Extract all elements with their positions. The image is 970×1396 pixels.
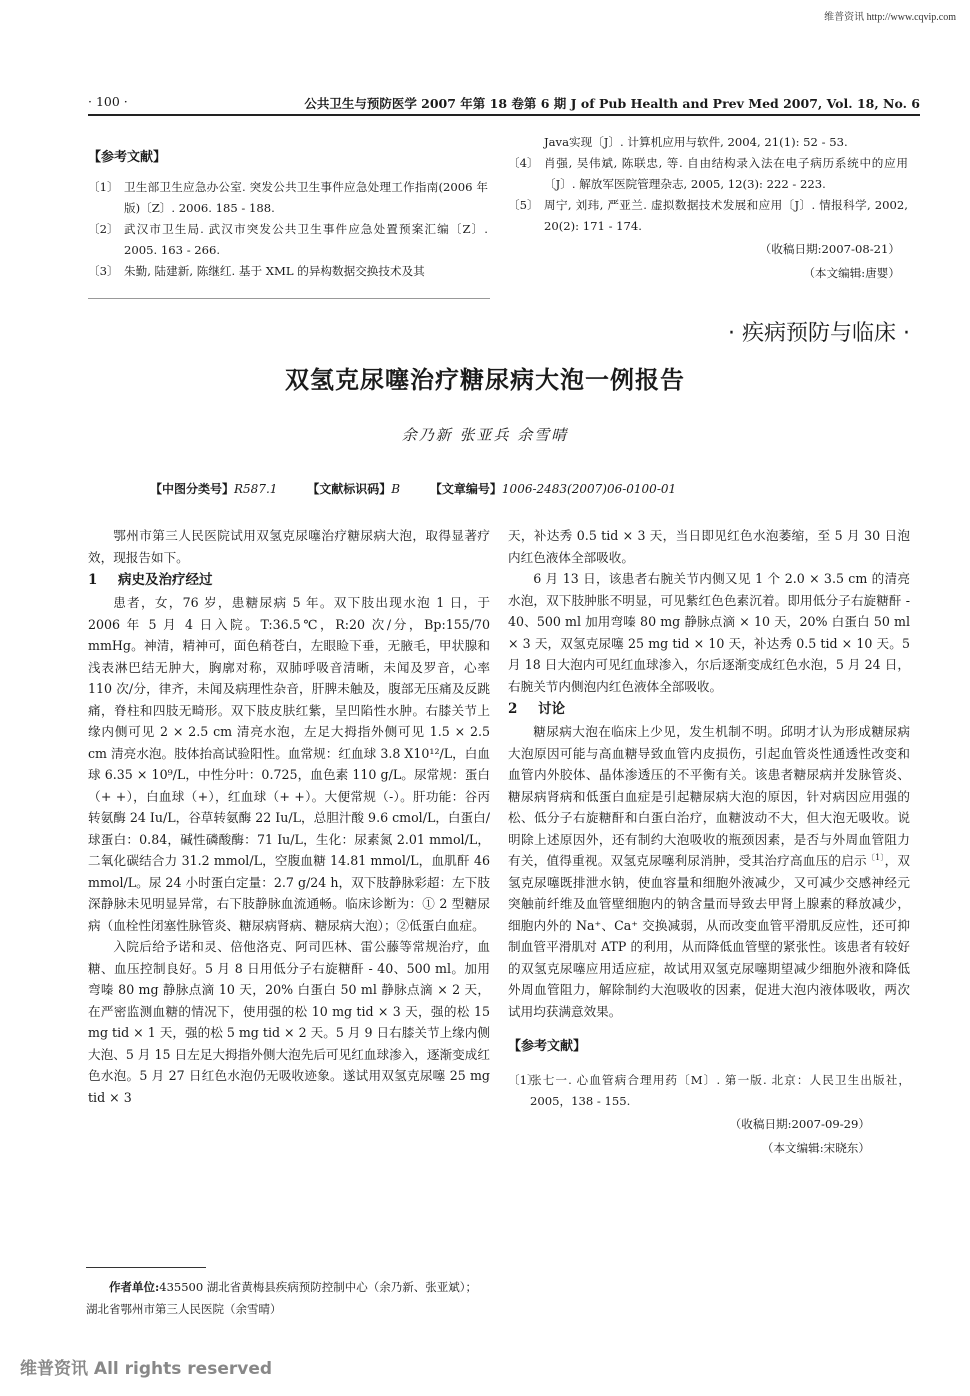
reference-item: [508, 195, 908, 237]
section-title: 讨论: [538, 701, 565, 717]
reference-number: 〔2〕: [88, 222, 119, 236]
section-heading: [508, 697, 910, 721]
body-paragraph: 入院后给予诺和灵、倍他洛克、阿司匹林、雷公藤等常规治疗，血糖、血压控制良好。5 月 8 日用低分子右旋糖酐 - 40、500 ml。加用弯嗪 80 mg 静脉点滴 10 天，20% 白蛋白 50 ml 静脉点滴 × 2 天，在严密监测血糖的情况下，使用强的松 10 mg tid × 3 天，强的松 15 mg tid × 1 天，强的松 5 mg tid × 2 天。5 月 9 日右膝关节上缘内侧大泡、5 月 15 日左足大拇指外侧大泡先后可见红血球渗入，逐渐变成红色水泡。5 月 27 日红色水泡仍无吸收迹象。遂试用双氢克尿噻 25 mg tid × 3: [88, 939, 490, 1105]
previous-article-references-left: [88, 146, 488, 282]
clc-label: 【中图分类号】: [150, 482, 235, 496]
article-body-left: [88, 525, 490, 1108]
reference-number: 〔5〕: [508, 198, 539, 212]
article-body-right: [508, 525, 910, 1160]
intro-paragraph: 鄂州市第三人民医院试用双氢克尿噻治疗糖尿病大泡，取得显著疗效，现报告如下。: [88, 528, 490, 565]
reference-text: 肖强, 吴伟斌, 陈联忠, 等. 自由结构录入法在电子病历系统中的应用〔J〕. 解放军医院管理杂志, 2005, 12(3): 222 - 223.: [544, 156, 908, 191]
previous-article-references-right: [508, 132, 908, 285]
editor-credit: （本文编辑:宋晓东）: [761, 1140, 870, 1155]
references-heading: 【参考文献】: [88, 150, 167, 165]
reference-item: [88, 219, 488, 261]
journal-citation: 公共卫生与预防医学 2007 年第 18 卷第 6 期 J of Pub Health and Prev Med 2007, Vol. 18, No. 6: [304, 96, 920, 111]
reference-text: 朱勤, 陆建新, 陈继红. 基于 XML 的异构数据交换技术及其: [124, 264, 425, 278]
reference-item: [508, 1070, 910, 1112]
article-title: 双氢克尿噻治疗糖尿病大泡一例报告: [285, 366, 685, 394]
reference-text: 张七一. 心血管病合理用药〔M〕. 第一版. 北京：人民卫生出版社，2005，138 - 155.: [530, 1072, 910, 1108]
received-date: （收稿日期:2007-08-21）: [759, 242, 900, 256]
section-number: 2: [508, 701, 518, 717]
reference-item: [88, 177, 488, 219]
body-paragraph: 6 月 13 日，该患者右腕关节内侧又见 1 个 2.0 × 3.5 cm 的清亮水泡，双下肢肿胀不明显，可见紫红色色素沉着。即用低分子右旋糖酐 - 40、500 ml 加用弯嗪 80 mg 静脉点滴 × 10 天，20% 白蛋白 50 ml × 3 天，双氢克尿噻 25 mg tid × 10 天，补达秀 0.5 tid × 10 天。5 月 18 日大泡内可见红血球渗入，尔后逐渐变成红色水泡，5 月 24 日，右腕关节内侧泡内红色液体全部吸收。: [508, 571, 910, 694]
editor-credit: （本文编辑:唐婴）: [803, 266, 900, 280]
section-divider: [88, 298, 490, 299]
reference-number: 〔1〕: [508, 1072, 539, 1087]
doc-code-value: B: [391, 482, 401, 496]
discussion-text: ，双氢克尿噻既排泄水钠，使血容量和细胞外液减少，又可减少交感神经元突触前纤维及血管壁细胞内的钠含量而导致去甲肾上腺素的释放减少，细胞内外的 Na⁺、Ca⁺ 交换减弱，从而改变血管平滑肌反应性，还可抑制血管平滑肌对 ATP 的利用，从而降低血管壁的紧张性。该患者有较好的双氢克尿噻应用适应症，故试用双氢克尿噻期望减少细胞外液和降低外周血管阻力，解除制约大泡吸收的因素，促进大泡内液体吸收，两次试用均获满意效果。: [508, 853, 911, 1019]
page-number: · 100 ·: [88, 94, 128, 109]
section-title: 病史及治疗经过: [118, 572, 213, 588]
reference-number: 〔1〕: [88, 180, 119, 194]
reference-text: 卫生部卫生应急办公室. 突发公共卫生事件应急处理工作指南(2006 年版)〔Z〕. 2006. 185 - 188.: [124, 180, 488, 215]
footnote-divider: [86, 1267, 206, 1268]
reference-number: 〔3〕: [88, 264, 119, 278]
watermark-top: 维普资讯 http://www.cqvip.com: [824, 12, 956, 23]
body-paragraph: [508, 721, 910, 1022]
references-heading: 【参考文献】: [508, 1039, 587, 1054]
footnote-label: 作者单位:: [109, 1280, 160, 1294]
clc-value: R587.1: [234, 482, 278, 496]
reference-number: 〔4〕: [508, 156, 539, 170]
reference-text: 周宁, 刘玮, 严亚兰. 虚拟数据技术发展和应用〔J〕. 情报科学, 2002, 20(2): 171 - 174.: [544, 198, 908, 233]
body-paragraph-continuation: 天，补达秀 0.5 tid × 3 天，当日即见红色水泡萎缩，至 5 月 30 日泡内红色液体全部吸收。: [508, 528, 910, 565]
reference-item: [508, 153, 908, 195]
article-meta: [150, 480, 910, 497]
discussion-text: 糖尿病大泡在临床上少见，发生机制不明。邱明才认为形成糖尿病大泡原因可能与高血糖导致血管内皮损伤，引起血管炎性通透性改变和血管内外胶体、晶体渗透压的不平衡有关。该患者糖尿病并发脉管炎、糖尿病肾病和低蛋白血症是引起糖尿病大泡的原因，针对病因应用强的松、低分子右旋糖酐和白蛋白治疗，血糖波动不大，但大泡无吸收。说明除上述原因外，还有制约大泡吸收的瓶颈因素，是否与外周血管阻力有关，值得重视。双氢克尿噻利尿消肿，受其治疗高血压的启示: [508, 724, 910, 868]
section-heading: [88, 568, 490, 592]
article-no-label: 【文章编号】: [429, 482, 502, 496]
section-number: 1: [88, 572, 98, 588]
article-authors: 余乃新 张亚兵 余雪晴: [401, 426, 569, 444]
body-paragraph: 患者，女，76 岁，患糖尿病 5 年。双下肢出现水泡 1 日，于 2006 年 5 月 4 日入院。T:36.5℃，R:20 次/分，Bp:155/70 mmHg。神清，精神可，面色稍苍白，左眼睑下垂，无腋毛，甲状腺和浅表淋巴结无肿大，胸廓对称，双肺呼吸音清晰，未闻及罗音，心率 110 次/分，律齐，未闻及病理性杂音，肝脾未触及，腹部无压痛及反跳痛，脊柱和四肢无畸形。双下肢皮肤红紫，呈凹陷性水肿。右膝关节上缘内侧可见 2 × 2.5 cm 清亮水泡，左足大拇指外侧可见 1.5 × 2.5 cm 清亮水泡。肢体抬高试验阳性。血常规：红血球 3.8 X10¹²/L，白血球 6.35 × 10⁹/L，中性分叶：0.725，血色素 110 g/L。尿常规：蛋白（+ +），白血球（+），红血球（+ +）。大便常规（-）。肝功能：谷丙转氨酶 24 Iu/L，谷草转氨酶 22 Iu/L，总胆汁酸 9.6 cmol/L，白蛋白/球蛋白：0.84，碱性磷酸酶：71 Iu/L，生化：尿素氮 2.01 mmol/L，二氧化碳结合力 31.2 mmol/L，空腹血糖 14.81 mmol/L，血肌酐 46 mmol/L。尿 24 小时蛋白定量：2.7 g/24 h，双下肢静脉彩超：左下肢深静脉未见明显异常，右下肢静脉血流通畅。临床诊断为：① 2 型糖尿病（血栓性闭塞性脉管炎、糖尿病肾病、糖尿病大泡）；②低蛋白血症。: [88, 595, 490, 933]
article-no-value: 1006-2483(2007)06-0100-01: [501, 482, 677, 496]
column-tag: · 疾病预防与临床 ·: [728, 321, 910, 346]
reference-item: [88, 261, 488, 282]
citation-marker: 〔1〕: [866, 852, 885, 862]
received-date: （收稿日期:2007-09-29）: [729, 1116, 870, 1131]
watermark-bottom: 维普资讯 All rights reserved: [20, 1359, 273, 1379]
footnote-text: 435500 湖北省黄梅县疾病预防控制中心（余乃新、张亚斌）；湖北省鄂州市第三人民医院（余雪晴）: [86, 1280, 478, 1316]
reference-continuation: Java实现〔J〕. 计算机应用与软件, 2004, 21(1): 52 - 53.: [544, 135, 848, 149]
doc-code-label: 【文献标识码】: [307, 482, 392, 496]
reference-text: 武汉市卫生局. 武汉市突发公共卫生事件应急处置预案汇编〔Z〕. 2005. 163 - 266.: [124, 222, 488, 257]
running-header: [88, 90, 920, 116]
author-affiliation-footnote: [86, 1276, 486, 1320]
